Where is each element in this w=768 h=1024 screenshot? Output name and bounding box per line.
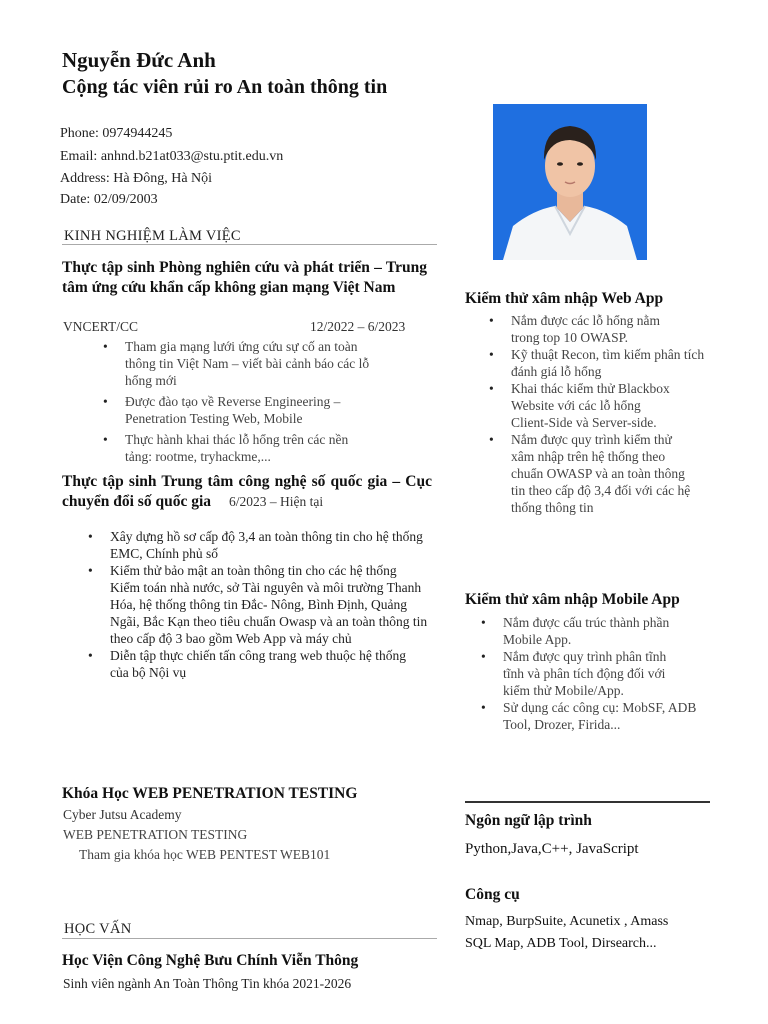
- course-title: Khóa Học WEB PENETRATION TESTING: [62, 785, 358, 802]
- job1-period: 12/2022 – 6/2023: [310, 319, 406, 334]
- job1-org: VNCERT/CC: [63, 319, 138, 334]
- course-note: Tham gia khóa học WEB PENTEST WEB101: [79, 847, 331, 862]
- list-item: • Diễn tập thực chiến tấn công trang web thuộc hệ thống của bộ Nội vụ: [88, 648, 406, 680]
- education-heading: HỌC VẤN: [64, 921, 132, 937]
- experience-divider: [62, 244, 437, 245]
- list-item: • Nắm được quy trình phân tĩnh tĩnh và phân tích động đối với kiểm thử Mobile/App.: [481, 649, 667, 698]
- contact-address: Address: Hà Đông, Hà Nội: [60, 171, 213, 186]
- contact-email: Email: anhnd.b21at033@stu.ptit.edu.vn: [60, 149, 284, 164]
- mobile-bullets: [481, 614, 708, 733]
- person-name: Nguyễn Đức Anh: [62, 48, 216, 72]
- job1-title: Thực tập sinh Phòng nghiên cứu và phát triển – Trung tâm ứng cứu khẩn cấp không gian mạng Việt Nam: [62, 259, 427, 296]
- education-divider: [62, 938, 437, 939]
- mobile-heading: Kiểm thử xâm nhập Mobile App: [465, 591, 680, 608]
- contact-phone: Phone: 0974944245: [60, 126, 173, 141]
- job2-title: Thực tập sinh Trung tâm công nghệ số quốc gia – Cục chuyển đổi số quốc gia 6/2023 – Hiện tại: [62, 473, 432, 510]
- experience-heading: KINH NGHIỆM LÀM VIỆC: [64, 228, 241, 244]
- list-item: • Được đào tạo về Reverse Engineering – Penetration Testing Web, Mobile: [103, 394, 341, 426]
- list-item: • Thực hành khai thác lỗ hổng trên các nền tảng: rootme, tryhackme,...: [103, 432, 349, 464]
- list-item: • Sử dụng các công cụ: MobSF, ADB Tool, Drozer, Firida...: [481, 700, 697, 732]
- right-divider: [465, 801, 710, 803]
- course-org: Cyber Jutsu Academy: [63, 807, 182, 822]
- list-item: • Khai thác kiểm thử Blackbox Website với các lỗ hổng Client-Side và Server-side.: [489, 381, 670, 430]
- job2-period: 6/2023 – Hiện tại: [229, 494, 324, 509]
- profile-photo-portrait: [493, 104, 647, 260]
- education-detail: Sinh viên ngành An Toàn Thông Tin khóa 2021-2026: [63, 976, 352, 991]
- list-item: • Tham gia mạng lưới ứng cứu sự cố an toàn thông tin Việt Nam – viết bài cảnh báo các lỗ hổng mới: [103, 339, 370, 388]
- job-title: Cộng tác viên rủi ro An toàn thông tin: [62, 76, 388, 98]
- list-item: • Nắm được các lỗ hổng nằm trong top 10 OWASP.: [489, 313, 661, 345]
- list-item: • Nắm được quy trình kiểm thử xâm nhập trên hệ thống theo chuẩn OWASP và an toàn thông tin theo cấp độ 3,4 đối với các hệ thống thông tin: [489, 432, 691, 515]
- job1-bullets: [103, 338, 370, 465]
- contact-date: Date: 02/09/2003: [60, 192, 158, 207]
- course-name: WEB PENETRATION TESTING: [63, 827, 248, 842]
- webapp-heading: Kiểm thử xâm nhập Web App: [465, 290, 664, 307]
- profile-photo: [493, 104, 647, 260]
- list-item: • Kiểm thử bảo mật an toàn thông tin cho các hệ thống Kiểm toán nhà nước, sở Tài nguyên và môi trường Thanh Hóa, hệ thống thông tin Đắc- Nông, Bình Định, Quảng Ngãi, Bắc Kạn theo tiêu chuẩn Owasp và an toàn thông tin theo cấp độ 3 bao gồm Web App và máy chủ: [88, 563, 428, 646]
- list-item: • Kỹ thuật Recon, tìm kiếm phân tích đánh giá lỗ hổng: [489, 347, 705, 379]
- education-school: Học Viện Công Nghệ Bưu Chính Viễn Thông: [62, 952, 359, 969]
- languages-heading: Ngôn ngữ lập trình: [465, 812, 592, 829]
- tools-heading: Công cụ: [465, 886, 520, 903]
- tools-value: Nmap, BurpSuite, Acunetix , Amass SQL Map, ADB Tool, Dirsearch...: [465, 914, 669, 951]
- languages-value: Python,Java,C++, JavaScript: [465, 841, 639, 857]
- list-item: • Xây dựng hồ sơ cấp độ 3,4 an toàn thông tin cho hệ thống EMC, Chính phủ số: [88, 529, 423, 561]
- webapp-bullets: [489, 312, 711, 516]
- list-item: • Nắm được cấu trúc thành phần Mobile App.: [481, 615, 670, 647]
- job2-bullets: [88, 528, 428, 681]
